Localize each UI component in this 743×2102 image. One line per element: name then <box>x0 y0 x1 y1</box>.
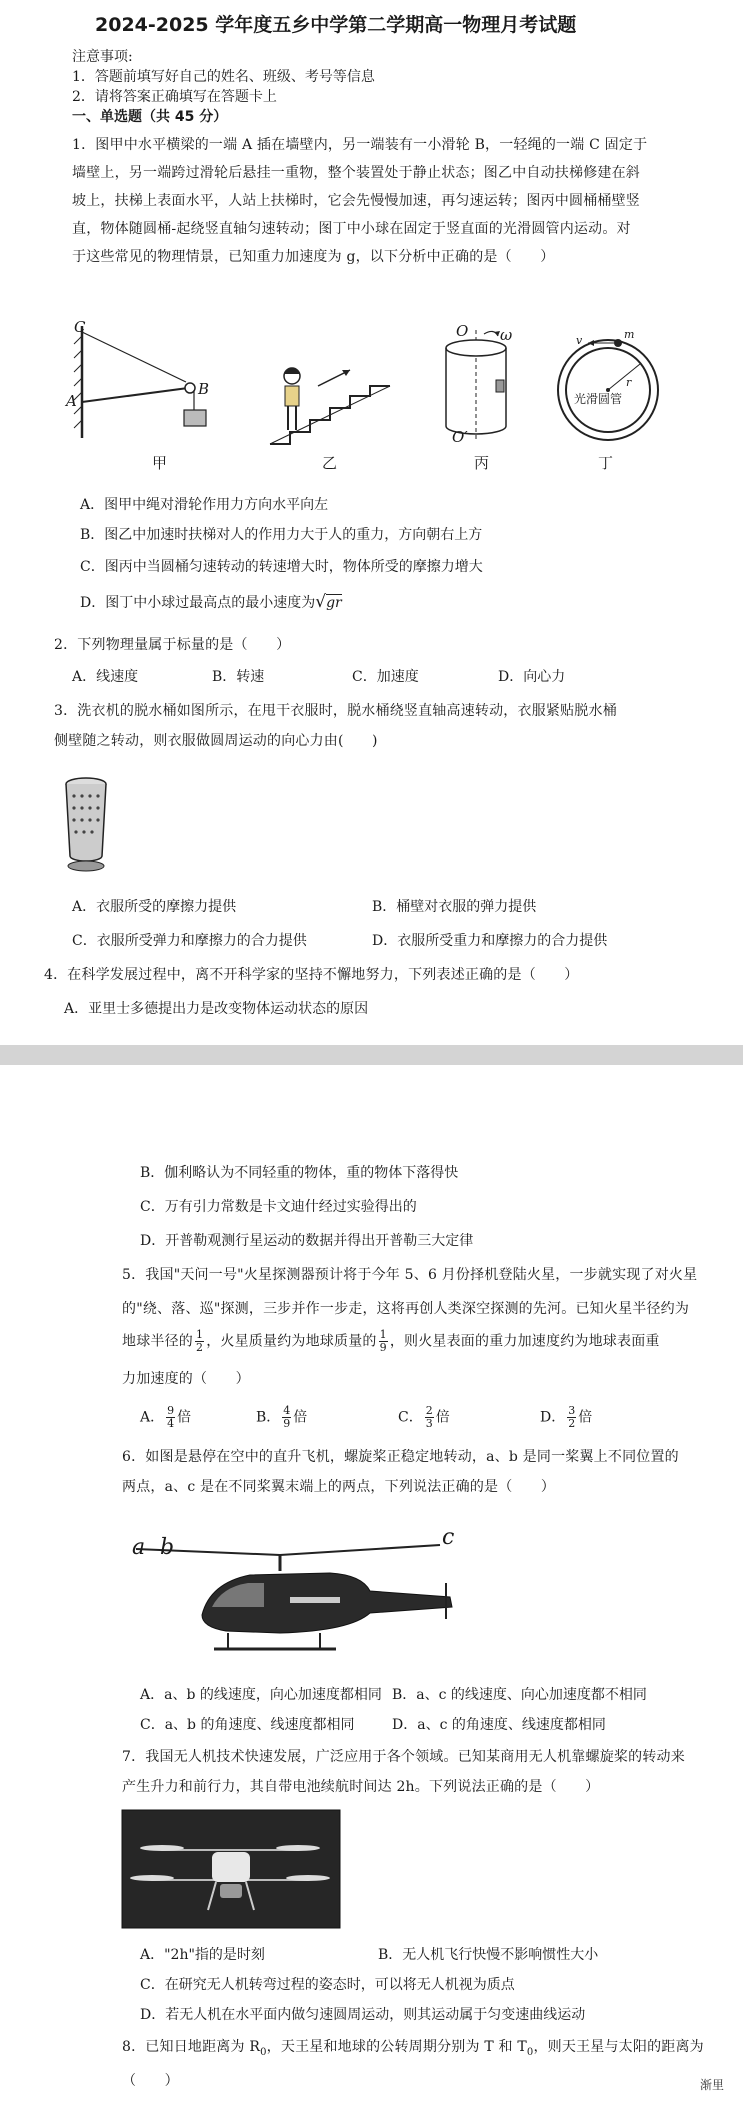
q4-stem: 4．在科学发展过程中，离不开科学家的坚持不懈地努力，下列表述正确的是（ ） <box>44 967 579 983</box>
numerator: 2 <box>425 1404 433 1417</box>
numerator: 1 <box>379 1328 387 1341</box>
subscript: 0 <box>260 2046 267 2058</box>
fraction-one-half <box>195 1329 204 1354</box>
q5-text: 地球半径的 <box>122 1333 193 1350</box>
q2-option-b: B．转速 <box>212 669 265 685</box>
q6-line: 6．如图是悬停在空中的直升飞机，螺旋桨正稳定地转动，a、b 是同一桨翼上不同位置的 <box>122 1449 679 1465</box>
q5-option-a <box>140 1405 191 1430</box>
fig-point-o-prime: O′ <box>452 428 468 446</box>
page-separator <box>0 1045 743 1065</box>
q3-option-c: C．衣服所受弹力和摩擦力的合力提供 <box>72 933 307 949</box>
q7-option-d: D．若无人机在水平面内做匀速圆周运动，则其运动属于匀变速曲线运动 <box>140 2007 586 2023</box>
fig-velocity-v: v <box>576 334 583 347</box>
q1-option-d-text: D．图丁中小球过最高点的最小速度为 <box>80 595 316 611</box>
numerator: 1 <box>196 1328 204 1341</box>
q3-option-a: A．衣服所受的摩擦力提供 <box>72 899 237 915</box>
q7-option-c: C．在研究无人机转弯过程的姿态时，可以将无人机视为质点 <box>140 1977 515 1993</box>
q3-option-b: B．桶壁对衣服的弹力提供 <box>372 899 537 915</box>
q5-line: 5．我国"天问一号"火星探测器预计将于今年 5、6 月份择机登陆火星，一步就实现了对火星 <box>122 1267 698 1283</box>
sqrt-sign: √ <box>315 592 327 612</box>
denominator: 4 <box>167 1417 175 1430</box>
fig-label-jia: 甲 <box>152 454 168 472</box>
fig-point-a: a <box>132 1535 146 1560</box>
fig-mass-m: m <box>624 328 635 341</box>
fig-ding-ring-tube <box>552 334 662 444</box>
q2-option-a: A．线速度 <box>72 669 139 685</box>
q8-line <box>122 2036 704 2058</box>
q7-drone-photo <box>122 1810 340 1928</box>
fraction <box>425 1405 434 1430</box>
q5-text: ，火星质量约为地球质量的 <box>206 1333 377 1350</box>
fig-radius-r: r <box>626 376 632 389</box>
q5-option-b <box>256 1405 307 1430</box>
q5-option-c <box>398 1405 450 1430</box>
q4-option-c: C．万有引力常数是卡文迪什经过实验得出的 <box>140 1199 417 1215</box>
q7-line: 7．我国无人机技术快速发展，广泛应用于各个领域。已知某商用无人机靠螺旋桨的转动来 <box>122 1749 685 1765</box>
q2-option-c: C．加速度 <box>352 669 419 685</box>
q5-text: ，则火星表面的重力加速度约为地球表面重 <box>389 1333 660 1350</box>
q8-text: ，天王星和地球的公转周期分别为 T 和 T <box>266 2039 527 2055</box>
q5-line: 力加速度的（ ） <box>122 1371 250 1387</box>
q2-option-d: D．向心力 <box>498 669 566 685</box>
q3-option-d: D．衣服所受重力和摩擦力的合力提供 <box>372 933 608 949</box>
q8-line: （ ） <box>122 2073 179 2089</box>
fraction <box>567 1405 576 1430</box>
fraction <box>282 1405 291 1430</box>
option-suffix: 倍 <box>435 1409 450 1426</box>
q7-option-b: B．无人机飞行快慢不影响惯性大小 <box>378 1947 599 1963</box>
q1-line: 墙壁上，另一端跨过滑轮后悬挂一重物，整个装置处于静止状态；图乙中自动扶梯修建在斜 <box>72 165 640 181</box>
exam-page-1 <box>0 0 743 1045</box>
fig-label-yi: 乙 <box>322 454 338 472</box>
q1-line: 坡上，扶梯上表面水平，人站上扶梯时，它会先慢慢加速，再匀速运转；图丙中圆桶桶壁竖 <box>72 193 640 209</box>
q8-text: ，则天王星与太阳的距离为 <box>533 2039 704 2055</box>
q5-option-d <box>540 1405 592 1430</box>
q6-option-c: C．a、b 的角速度、线速度都相同 <box>140 1717 355 1733</box>
q2-stem: 2．下列物理量属于标量的是（ ） <box>54 637 291 653</box>
section-heading: 一、单选题（共 45 分） <box>72 109 228 125</box>
numerator: 9 <box>167 1404 175 1417</box>
q1-option-b: B．图乙中加速时扶梯对人的作用力大于人的重力，方向朝右上方 <box>80 527 483 543</box>
q6-line: 两点，a、c 是在不同桨翼末端上的两点，下列说法正确的是（ ） <box>122 1479 556 1495</box>
option-label: C． <box>398 1409 423 1426</box>
numerator: 4 <box>283 1404 291 1417</box>
q3-spin-drum-figure <box>62 776 112 876</box>
denominator: 9 <box>379 1341 387 1354</box>
option-label: B． <box>256 1409 281 1426</box>
q3-line: 侧壁随之转动，则衣服做圆周运动的向心力由( ) <box>54 733 378 749</box>
q1-option-d <box>80 592 342 612</box>
q4-option-d: D．开普勒观测行星运动的数据并得出开普勒三大定律 <box>140 1233 474 1249</box>
q4-option-b: B．伽利略认为不同轻重的物体，重的物体下落得快 <box>140 1165 459 1181</box>
denominator: 9 <box>283 1417 291 1430</box>
denominator: 3 <box>425 1417 433 1430</box>
q5-line <box>122 1329 660 1354</box>
fig-yi-escalator <box>268 346 393 446</box>
q1-line: 于这些常见的物理情景，已知重力加速度为 g，以下分析中正确的是（ ） <box>72 249 555 265</box>
q1-option-a: A．图甲中绳对滑轮作用力方向水平向左 <box>80 497 329 513</box>
fig-omega: ω <box>500 326 513 344</box>
option-label: A． <box>140 1409 165 1426</box>
denominator: 2 <box>196 1341 204 1354</box>
fig-point-c: c <box>442 1525 455 1550</box>
q1-option-c: C．图丙中当圆桶匀速转动的转速增大时，物体所受的摩擦力增大 <box>80 559 483 575</box>
q3-line: 3．洗衣机的脱水桶如图所示，在甩干衣服时，脱水桶绕竖直轴高速转动，衣服紧贴脱水桶 <box>54 703 617 719</box>
q6-option-b: B．a、c 的线速度、向心加速度都不相同 <box>392 1687 647 1703</box>
exam-title: 2024-2025 学年度五乡中学第二学期高一物理月考试题 <box>95 14 577 36</box>
q8-text: 8．已知日地距离为 R <box>122 2039 261 2055</box>
option-suffix: 倍 <box>177 1409 192 1426</box>
numerator: 3 <box>568 1404 576 1417</box>
fig-point-b: b <box>160 1535 175 1560</box>
q7-option-a: A．"2h"指的是时刻 <box>140 1947 265 1963</box>
q6-option-d: D．a、c 的角速度、线速度都相同 <box>392 1717 606 1733</box>
fig-label-bing: 丙 <box>474 454 490 472</box>
q7-line: 产生升力和前行力，其自带电池续航时间达 2h。下列说法正确的是（ ） <box>122 1779 600 1795</box>
q1-line: 直，物体随圆桶-起绕竖直轴匀速转动；图丁中小球在固定于竖直面的光滑圆管内运动。对 <box>72 221 631 237</box>
fraction <box>166 1405 175 1430</box>
fig-point-a: A <box>66 392 77 410</box>
q6-option-a: A．a、b 的线速度，向心加速度都相同 <box>140 1687 382 1703</box>
option-suffix: 倍 <box>578 1409 593 1426</box>
fig-tube-label: 光滑圆管 <box>574 392 623 406</box>
fig-point-c: C <box>74 318 86 336</box>
note-item: 2．请将答案正确填写在答题卡上 <box>72 89 277 105</box>
denominator: 2 <box>568 1417 576 1430</box>
sqrt-radicand: gr <box>326 595 342 611</box>
fig-label-ding: 丁 <box>598 454 614 472</box>
option-label: D． <box>540 1409 566 1426</box>
subscript: 0 <box>526 2046 534 2058</box>
option-suffix: 倍 <box>293 1409 308 1426</box>
q4-option-a: A．亚里士多德提出力是改变物体运动状态的原因 <box>64 1001 369 1017</box>
fig-point-b: B <box>198 380 210 398</box>
fig-bing-cylinder <box>436 326 526 446</box>
fig-jia-beam-pulley <box>60 318 230 438</box>
exam-page-2 <box>0 1065 743 2102</box>
notes-header: 注意事项: <box>72 49 133 65</box>
note-item: 1．答题前填写好自己的姓名、班级、考号等信息 <box>72 69 375 85</box>
q6-helicopter-figure <box>130 1527 470 1667</box>
fig-point-o: O <box>456 322 469 340</box>
footer-watermark: 渐里 <box>700 2078 725 2092</box>
q5-line: 的"绕、落、巡"探测，三步并作一步走，这将再创人类深空探测的先河。已知火星半径约为 <box>122 1301 690 1317</box>
q1-line: 1．图甲中水平横梁的一端 A 插在墙壁内，另一端装有一小滑轮 B，一轻绳的一端 C 固定于 <box>72 137 648 153</box>
fraction-one-ninth <box>379 1329 388 1354</box>
